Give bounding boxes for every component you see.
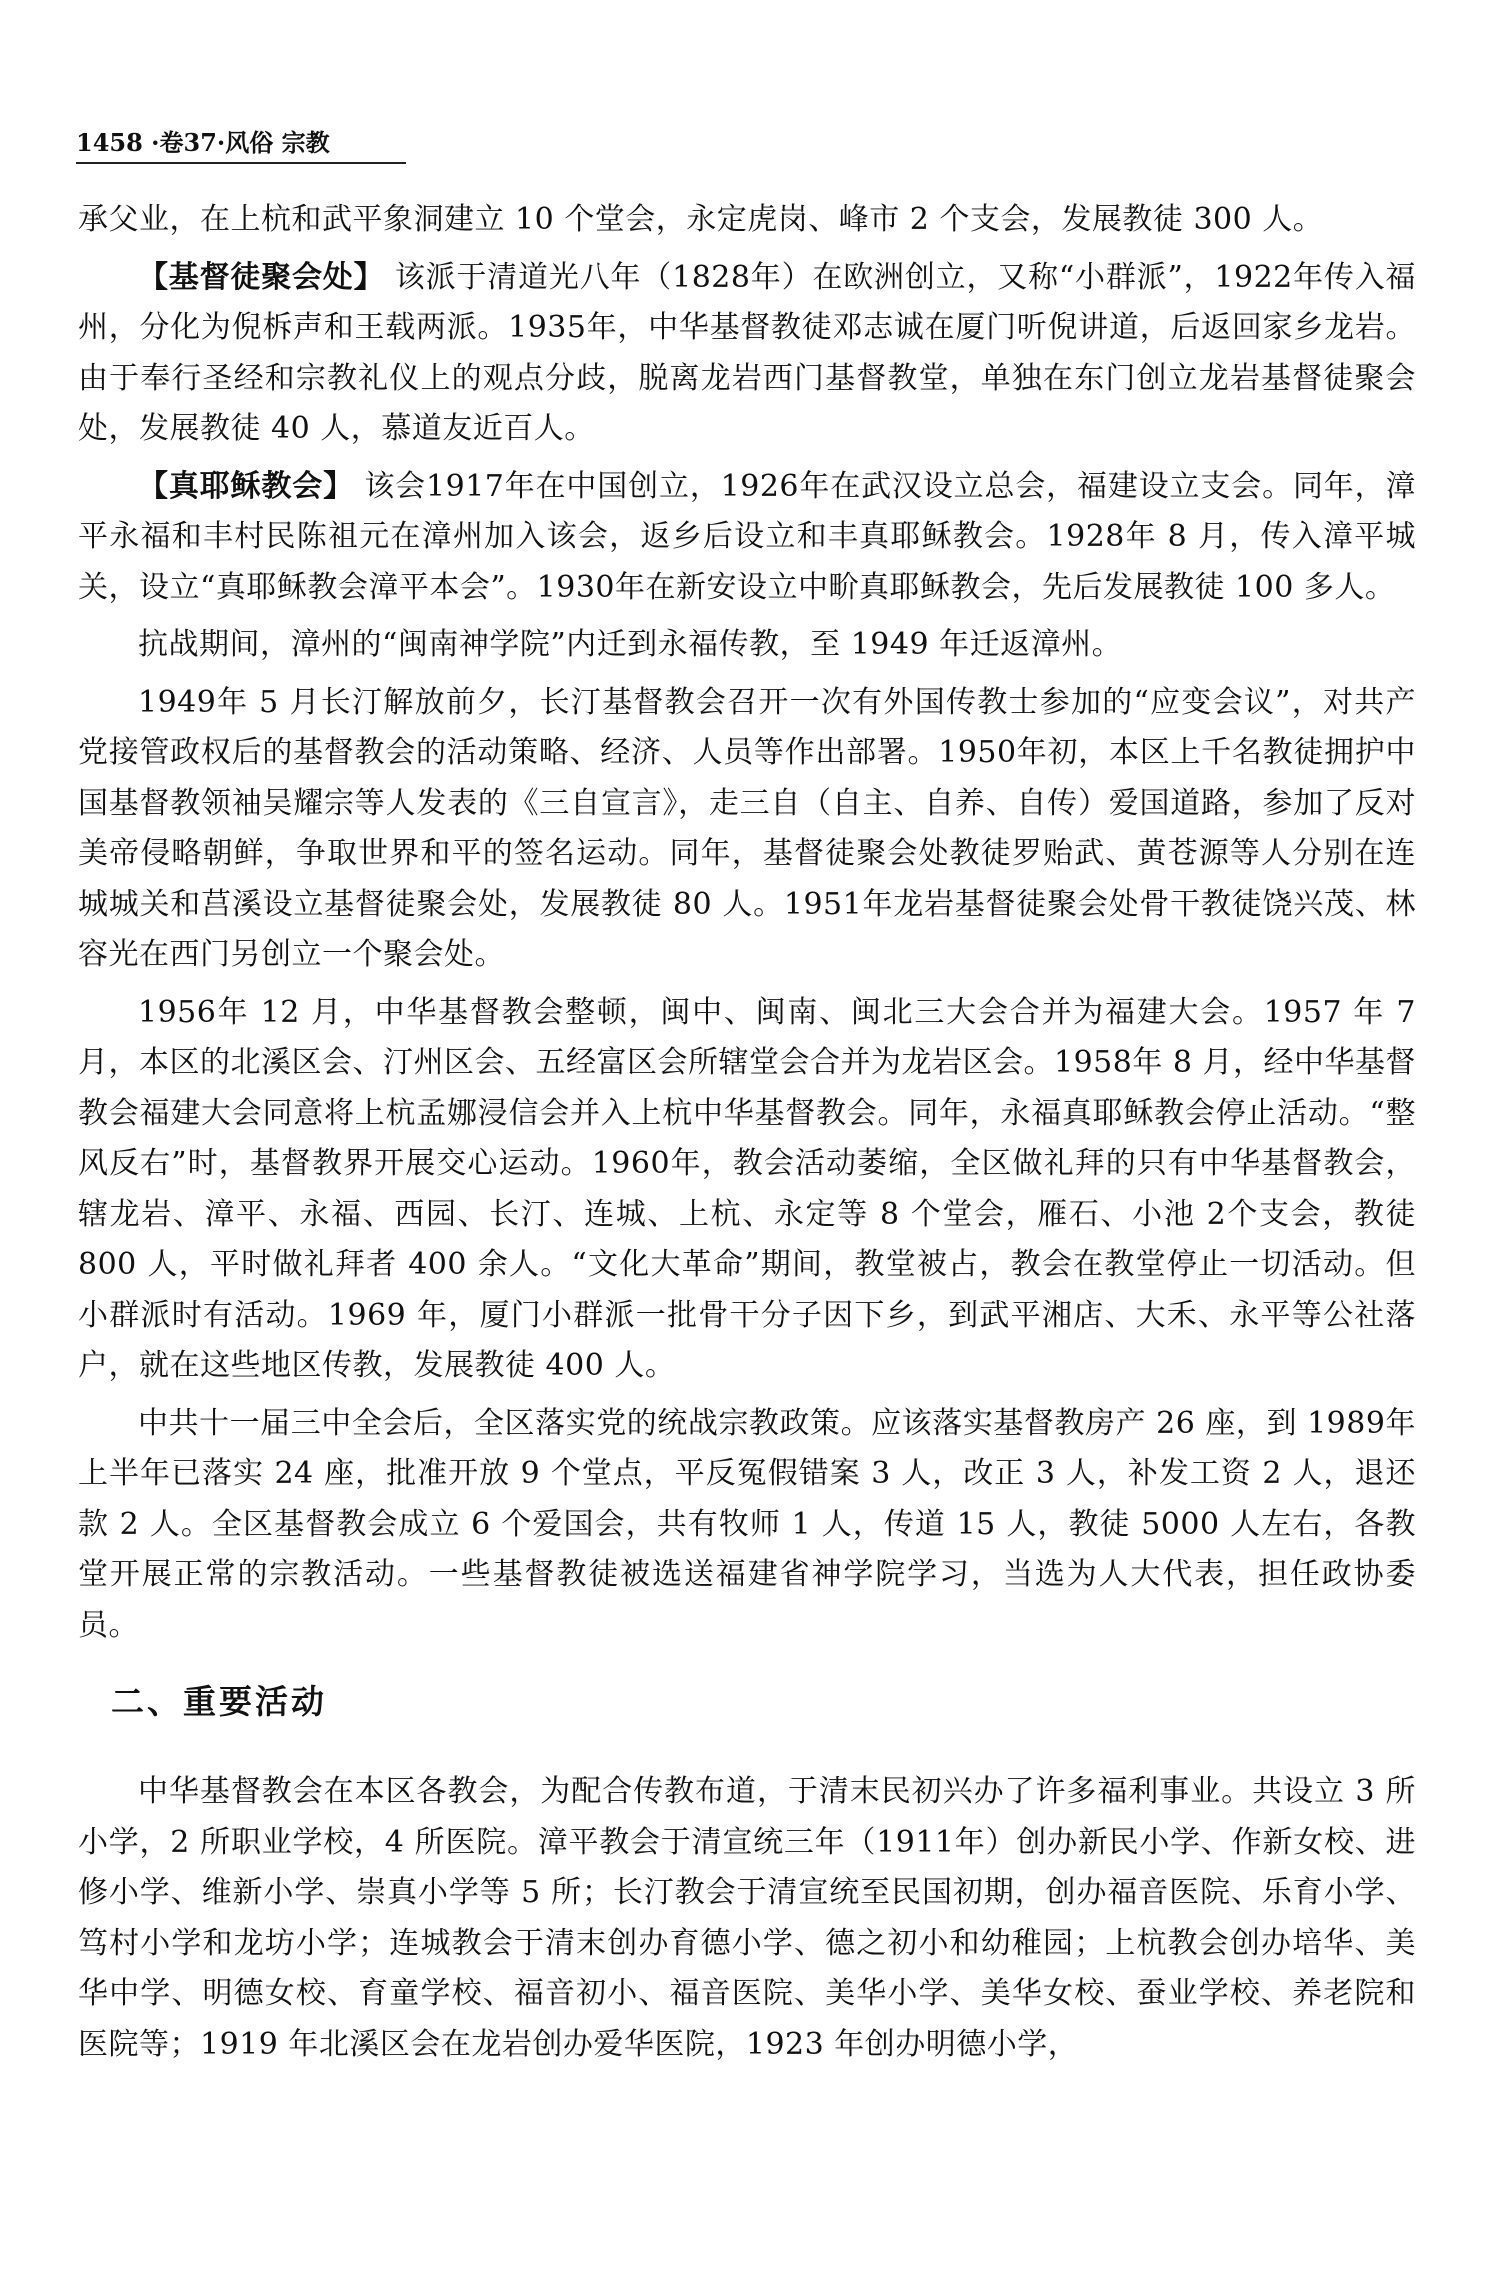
paragraph-text: 1949年 5 月长汀解放前夕，长汀基督教会召开一次有外国传教士参加的“应变会议”，对共产党接管政权后的基督教会的活动策略、经济、人员等作出部署。1950年初，本区上千名教徒拥护中国基督教领袖吴耀宗等人发表的《三自宣言》，走三自（自主、自养、自传）爱国道路，参加了反对美帝侵略朝鲜，争取世界和平的签名运动。同年，基督徒聚会处教徒罗贻武、黄苍源等人分别在连城城关和莒溪设立基督徒聚会处，发展教徒 80 人。1951年龙岩基督徒聚会处骨干教徒饶兴茂、林容光在西门另创立一个聚会处。 bbox=[78, 684, 1416, 972]
paragraph bbox=[78, 1399, 1416, 1652]
paragraph bbox=[78, 1767, 1416, 2070]
entry-true-jesus-church bbox=[78, 462, 1416, 614]
running-head-text: 1458 ·卷37·风俗 宗教 bbox=[76, 128, 330, 157]
paragraph bbox=[78, 988, 1416, 1392]
paragraph-text: 1956年 12 月，中华基督教会整顿，闽中、闽南、闽北三大会合并为福建大会。1957 年 7 月，本区的北溪区会、汀州区会、五经富区会所辖堂会合并为龙岩区会。1958年 8 月，经中华基督教会福建大会同意将上杭孟娜浸信会并入上杭中华基督教会。同年，永福真耶稣教会停止活动。“整风反右”时，基督教界开展交心运动。1960年，教会活动萎缩，全区做礼拜的只有中华基督教会，辖龙岩、漳平、永福、西园、长汀、连城、上杭、永定等 8 个堂会，雁石、小池 2个支会，教徒 800 人，平时做礼拜者 400 余人。“文化大革命”期间，教堂被占，教会在教堂停止一切活动。但小群派时有活动。1969 年，厦门小群派一批骨干分子因下乡，到武平湘店、大禾、永平等公社落户，就在这些地区传教，发展教徒 400 人。 bbox=[78, 994, 1417, 1383]
entry-term: 【基督徒聚会处】 bbox=[138, 259, 385, 295]
paragraph bbox=[78, 620, 1416, 671]
paragraph-text: 承父业，在上杭和武平象洞建立 10 个堂会，永定虎岗、峰市 2 个支会，发展教徒 300 人。 bbox=[78, 202, 1324, 237]
running-head-rule bbox=[76, 162, 406, 164]
body-text bbox=[78, 195, 1416, 2077]
entry-text: 该派于清道光八年（1828年）在欧洲创立，又称“小群派”，1922年传入福州，分化为倪柝声和王载两派。1935年，中华基督教徒邓志诚在厦门听倪讲道，后返回家乡龙岩。由于奉行圣经和宗教礼仪上的观点分歧，脱离龙岩西门基督教堂，单独在东门创立龙岩基督徒聚会处，发展教徒 40 人，慕道友近百人。 bbox=[78, 259, 1417, 446]
entry-christian-assembly bbox=[78, 253, 1416, 455]
running-head bbox=[76, 128, 330, 158]
entry-text: 该会1917年在中国创立，1926年在武汉设立总会，福建设立支会。同年，漳平永福和丰村民陈祖元在漳州加入该会，返乡后设立和丰真耶稣教会。1928年 8 月，传入漳平城关，设立“真耶稣教会漳平本会”。1930年在新安设立中畍真耶稣教会，先后发展教徒 100 多人。 bbox=[78, 468, 1417, 605]
paragraph-text: 抗战期间，漳州的“闽南神学院”内迁到永福传教，至 1949 年迁返漳州。 bbox=[138, 627, 1123, 662]
entry-term: 【真耶稣教会】 bbox=[138, 468, 354, 504]
paragraph-text: 中华基督教会在本区各教会，为配合传教布道，于清末民初兴办了许多福利事业。共设立 3 所小学，2 所职业学校，4 所医院。漳平教会于清宣统三年（1911年）创办新民小学、作新女校、进修小学、维新小学、崇真小学等 5 所；长汀教会于清宣统至民国初期，创办福音医院、乐育小学、笃村小学和龙坊小学；连城教会于清末创办育德小学、德之初小和幼稚园；上杭教会创办培华、美华中学、明德女校、育童学校、福音初小、福音医院、美华小学、美华女校、蚕业学校、养老院和医院等；1919 年北溪区会在龙岩创办爱华医院，1923 年创办明德小学， bbox=[78, 1774, 1416, 2062]
paragraph bbox=[78, 678, 1416, 981]
paragraph-continuation bbox=[78, 195, 1416, 246]
paragraph-text: 中共十一届三中全会后，全区落实党的统战宗教政策。应该落实基督教房产 26 座，到 1989年上半年已落实 24 座，批准开放 9 个堂点，平反冤假错案 3 人，改正 3 人，补发工资 2 人，退还款 2 人。全区基督教会成立 6 个爱国会，共有牧师 1 人，传道 15 人，教徒 5000 人左右，各教堂开展正常的宗教活动。一些基督教徒被选送福建省神学院学习，当选为人大代表，担任政协委员。 bbox=[78, 1405, 1416, 1643]
section-heading: 二、重要活动 bbox=[111, 1682, 327, 1721]
